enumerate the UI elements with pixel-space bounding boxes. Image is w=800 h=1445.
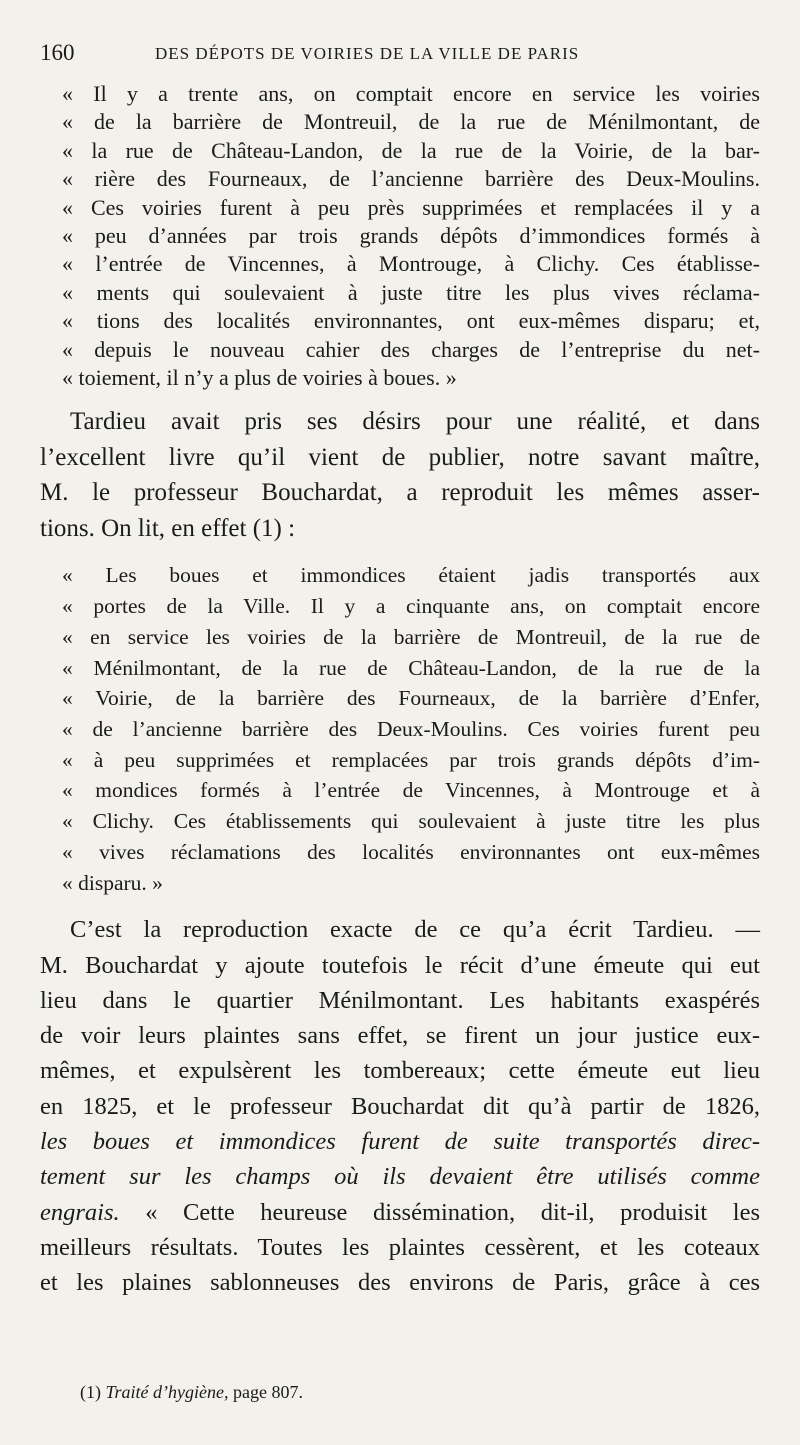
text-line: M. le professeur Bouchardat, a reproduit les mêmes asser- [40, 479, 760, 507]
text-line: l’excellent livre qu’il vient de publier, notre savant maître, [40, 443, 760, 471]
quote-line: « la rue de Château-Landon, de la rue de la Voirie, de la bar- [62, 137, 760, 163]
text-line: de voir leurs plaintes sans effet, se firent un jour justice eux- [40, 1022, 760, 1050]
quote-line: « Ces voiries furent à peu près supprimées et remplacées il y a [62, 194, 760, 220]
italic-line: les boues et immondices furent de suite transportés direc- [40, 1127, 760, 1155]
quote-line: « toiement, il n’y a plus de voiries à boues. » [62, 365, 457, 391]
quote-line: « Il y a trente ans, on comptait encore en service les voiries [62, 81, 760, 106]
quote-line: « de la barrière de Montreuil, de la rue de Ménilmontant, de [62, 109, 760, 135]
running-title: DES DÉPOTS DE VOIRIES DE LA VILLE DE PARIS [155, 44, 580, 63]
quotation-1 [62, 80, 760, 392]
quote-line: « depuis le nouveau cahier des charges de l’entreprise du net- [62, 336, 760, 362]
footnote-marker: (1) [80, 1382, 101, 1402]
italic-line: tement sur les champs où ils devaient être utilisés comme [40, 1163, 760, 1191]
text-line: C’est la reproduction exacte de ce qu’a écrit Tardieu. — [70, 916, 760, 944]
paragraph-1 [40, 404, 760, 546]
quote-line: « mondices formés à l’entrée de Vincennes, à Montrouge et à [62, 778, 760, 803]
italic-word: engrais. [40, 1198, 120, 1226]
text-line [40, 1195, 760, 1230]
text-line: Tardieu avait pris ses désirs pour une réalité, et dans [70, 408, 760, 436]
quotation-2 [62, 560, 760, 898]
footnote-title: Traité d’hygiène, [105, 1382, 229, 1402]
text-line: lieu dans le quartier Ménilmontant. Les habitants exaspérés [40, 986, 760, 1014]
quote-line: « ments qui soulevaient à juste titre les plus vives réclama- [62, 279, 760, 305]
quote-line: « de l’ancienne barrière des Deux-Moulins. Ces voiries furent peu [62, 716, 760, 741]
quote-line: « en service les voiries de la barrière de Montreuil, de la rue de [62, 624, 760, 649]
quote-line: « Ménilmontant, de la rue de Château-Landon, de la rue de la [62, 655, 760, 680]
footnote-text: page 807. [228, 1382, 303, 1402]
quote-line: « peu d’années par trois grands dépôts d’immondices formés à [62, 223, 760, 249]
text-line: et les plaines sablonneuses des environs de Paris, grâce à ces [40, 1269, 760, 1297]
quote-line: « Clichy. Ces établissements qui soulevaient à juste titre les plus [62, 809, 760, 834]
quote-line: « à peu supprimées et remplacées par trois grands dépôts d’im- [62, 747, 760, 772]
text-line: mêmes, et expulsèrent les tombereaux; cette émeute eut lieu [40, 1057, 760, 1085]
page-header [40, 40, 760, 74]
text-line: tions. On lit, en effet (1) : [40, 514, 296, 542]
quote-line: « Les boues et immondices étaient jadis transportés aux [62, 563, 760, 588]
page-number: 160 [40, 40, 75, 65]
quote-line: « rière des Fourneaux, de l’ancienne barrière des Deux-Moulins. [62, 166, 760, 192]
text-line: en 1825, et le professeur Bouchardat dit qu’à partir de 1826, [40, 1092, 760, 1120]
text-line: M. Bouchardat y ajoute toutefois le récit d’une émeute qui eut [40, 951, 760, 979]
quote-line: « vives réclamations des localités environnantes ont eux-mêmes [62, 839, 760, 864]
quote-line: « disparu. » [62, 870, 163, 895]
text-line: meilleurs résultats. Toutes les plaintes cessèrent, et les coteaux [40, 1233, 760, 1261]
paragraph-2 [40, 912, 760, 1300]
quote-line: « tions des localités environnantes, ont eux-mêmes disparu; et, [62, 308, 760, 334]
text-run: « Cette heureuse dissémination, dit-il, produisit les [119, 1198, 760, 1226]
quote-line: « portes de la Ville. Il y a cinquante ans, on comptait encore [62, 594, 760, 619]
quote-line: « l’entrée de Vincennes, à Montrouge, à Clichy. Ces établisse- [62, 251, 760, 277]
quote-line: « Voirie, de la barrière des Fourneaux, de la barrière d’Enfer, [62, 686, 760, 711]
footnote [80, 1382, 303, 1403]
